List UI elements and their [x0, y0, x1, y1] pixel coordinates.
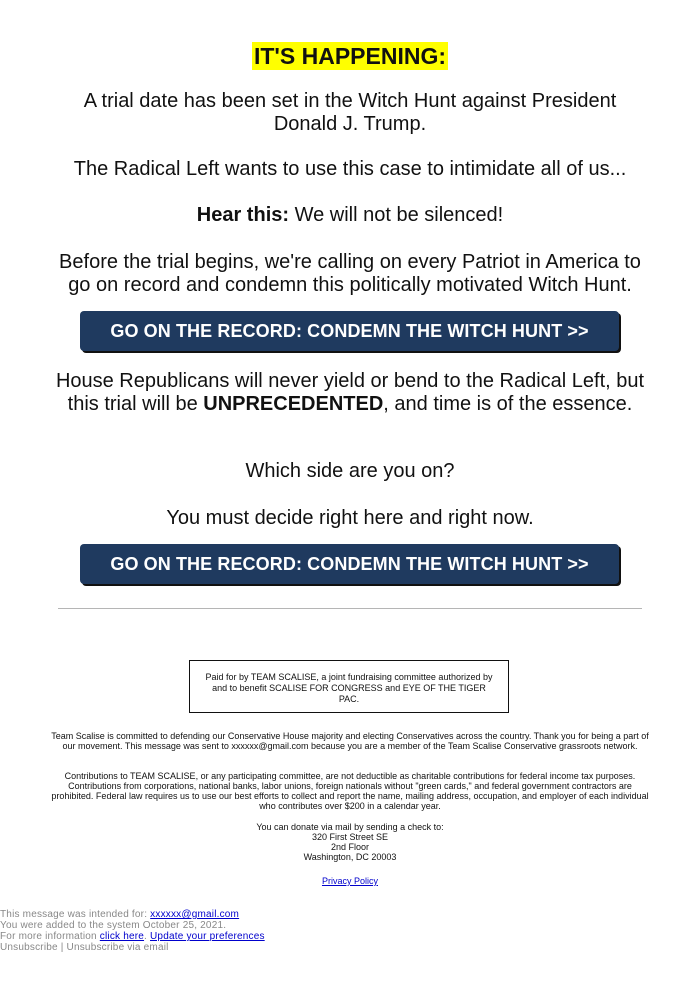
condemn-witch-hunt-button-top[interactable]: GO ON THE RECORD: CONDEMN THE WITCH HUNT >> — [80, 311, 619, 351]
unprecedented-bold: UNPRECEDENTED — [203, 393, 384, 415]
intended-for-label: This message was intended for: — [0, 909, 151, 920]
unsubscribe-separator: | — [57, 942, 67, 953]
unsubscribe-line — [0, 942, 700, 953]
intended-for-line — [0, 909, 700, 920]
hear-this-paragraph — [50, 204, 650, 227]
click-here-link[interactable]: click here — [99, 931, 145, 942]
before-trial-paragraph: Before the trial begins, we're calling on every Patriot in America to go on record and condemn this politically motivated Witch Hunt. — [59, 251, 641, 296]
condemn-witch-hunt-button-bottom[interactable]: GO ON THE RECORD: CONDEMN THE WITCH HUNT >> — [80, 544, 619, 584]
more-info-line — [0, 931, 700, 942]
contributions-notice: Contributions to TEAM SCALISE, or any participating committee, are not deductible as charitable contributions for federal income tax purposes. Contributions from corporations, national banks, labor unions, foreign nationals without "green cards," and federal government contractors are prohibited. Federal law requires us to use our best efforts to collect and report the name, mailing address, occupation, and employer of each individual who contributes over $200 in a calendar year. — [51, 771, 649, 811]
paid-for-disclaimer: Paid for by TEAM SCALISE, a joint fundraising committee authorized by and to benefit SCALISE FOR CONGRESS and EYE OF THE TIGER PAC. — [189, 660, 509, 713]
house-text-2: , and time is of the essence. — [383, 393, 633, 415]
which-side-paragraph: Which side are you on? — [245, 460, 455, 482]
radical-left-paragraph: The Radical Left wants to use this case to intimidate all of us... — [73, 158, 627, 180]
mail-intro: You can donate via mail by sending a check to: — [256, 822, 444, 832]
address-line-2: 2nd Floor — [330, 842, 370, 852]
divider — [58, 608, 642, 609]
hear-this-text: We will not be silenced! — [289, 204, 504, 226]
address-line-3: Washington, DC 20003 — [303, 852, 397, 862]
house-text-1: House Republicans will never yield or bend to the Radical Left, but this trial will be — [55, 370, 645, 415]
headline-row — [0, 42, 700, 70]
added-line: You were added to the system October 25, 2021. — [0, 920, 227, 931]
mailing-address — [50, 822, 650, 862]
committed-notice: Team Scalise is committed to defending our Conservative House majority and electing Conservatives across the country. Thank you for being a part of our movement. This message was sent to xxxxxx@gmail.com because you are a member of the Team Scalise Conservative grassroots network. — [51, 731, 649, 751]
unsubscribe-link[interactable]: Unsubscribe — [0, 942, 58, 953]
address-line-1: 320 First Street SE — [311, 832, 389, 842]
house-republicans-paragraph — [50, 370, 650, 416]
intended-email-link[interactable]: xxxxxx@gmail.com — [150, 909, 240, 920]
more-info-label: For more information — [0, 931, 100, 942]
hear-this-bold: Hear this: — [196, 204, 290, 226]
unsubscribe-via-email-link[interactable]: Unsubscribe via email — [66, 942, 169, 953]
headline: IT'S HAPPENING: — [253, 43, 447, 69]
more-info-separator: . — [144, 931, 151, 942]
decide-paragraph: You must decide right here and right now. — [166, 507, 534, 529]
privacy-row — [0, 876, 700, 886]
update-preferences-link[interactable]: Update your preferences — [150, 931, 265, 942]
trial-date-paragraph: A trial date has been set in the Witch Hunt against President Donald J. Trump. — [83, 90, 617, 135]
privacy-policy-link[interactable]: Privacy Policy — [321, 876, 378, 886]
subscription-meta — [0, 909, 700, 953]
